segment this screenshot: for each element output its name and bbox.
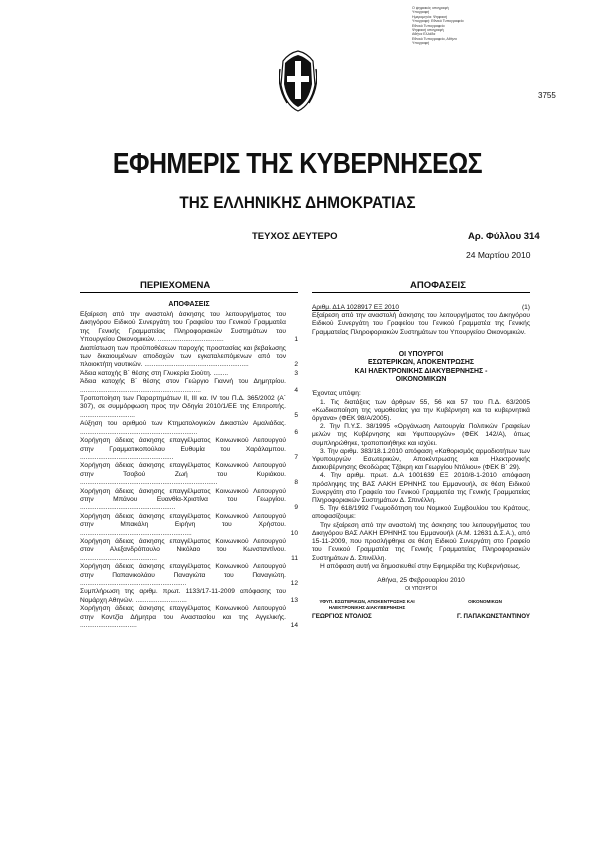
signature-name-right: Γ. ΠΑΠΑΚΩΝΣΤΑΝΤΙΝΟΥ xyxy=(457,612,530,620)
decision-paragraph: 5. Την 618/1992 Γνωμοδότηση του Νομικού Συμβουλίου του Κράτους, αποφασίζουμε: xyxy=(312,505,530,521)
toc-item-text: Χορήγηση άδειας άσκησης επαγγέλματος Κοινωνικού Λειτουργού στην Κοντζία Δήμητρα του Αναστασίου και της Αγγελικής. ............................... xyxy=(80,605,286,630)
toc-item-page: 1 xyxy=(294,336,298,344)
toc-item-text: Χορήγηση άδειας άσκησης επαγγέλματος Κοινωνικού Λειτουργού στην Γραμματικοπούλου Ευθυμία του Χαράλαμπου. ................................................... xyxy=(80,437,286,461)
toc-item-text: Άδεια κατοχής Β΄ θέσης στον Γεώργιο Γιαννή του Δημητρίου. .................................................................. xyxy=(80,378,286,394)
gazette-subtitle: ΤΗΣ ΕΛΛΗΝΙΚΗΣ ΔΗΜΟΚΡΑΤΙΑΣ xyxy=(179,193,416,212)
toc-item[interactable] xyxy=(80,563,298,588)
toc-item-text: Χορήγηση άδειας άσκησης επαγγέλματος Κοινωνικού Λειτουργού στην Μπακάλη Ειρήνη του Χρήστου. ............................................................. xyxy=(80,512,286,537)
place-date: Αθήνα, 25 Φεβρουαρίου 2010 xyxy=(377,576,465,584)
signature-role-right: ΟΙΚΟΝΟΜΙΚΩΝ xyxy=(468,599,502,605)
decision-paragraph: Την εξαίρεση από την αναστολή της άσκησης του λειτουργήματος του Δικηγόρου ΒΑΣ ΛΑΚΗ ΕΡΗΝΗΣ του Εμμανουήλ (Α.Μ. 12631 Δ.Σ.Α.), από 15-11-2009, που προσλήφθηκε σε θέση Ειδικού Συνεργάτη στο Γραφείο του Γενικού Γραμματέα της Γενικής Γραμματείας Πληροφοριακών Συστημάτων Δ. Σπινέλλη. xyxy=(312,521,530,562)
toc-item-text: Συμπλήρωση της αριθμ. πρωτ. 1133/17-11-2009 απόφασης του Νομάρχη Αθηνών. ............................ xyxy=(80,588,286,604)
ministers-label: ΟΙ ΥΠΟΥΡΓΟΙ xyxy=(405,586,437,593)
stamp-line: Ο ψηφιακός υπογραφή xyxy=(412,6,449,10)
decision-subject: Εξαίρεση από την αναστολή άσκησης του λειτουργήματος του Δικηγόρου Ειδικού Συνεργάτη του Γραφείου του Γενικού Γραμματέα της Γενικής Γραμματείας Πληροφοριακών Συστημάτων του Υπουργείου Οικονομικών. xyxy=(312,312,530,336)
decision-paragraph: 3. Την αριθμ. 383/18.1.2010 απόφαση «Καθορισμός αρμοδιοτήτων των Υφυπουργών Εσωτερικών, Αποκέντρωσης και Ηλεκτρονικής Διακυβέρνησης Θεοδώρας Τζάκρη και Γεωργίου Ντόλιου» (ΦΕΚ Β΄ 29). xyxy=(312,447,530,472)
stamp-line: Υπογραφή: Εθνικό Τυπογραφείο xyxy=(412,19,464,24)
signature-roles xyxy=(312,599,530,610)
decisions-title: ΑΠΟΦΑΣΕΙΣ xyxy=(410,280,466,291)
toc-item-page: 5 xyxy=(294,411,298,419)
sheet-number: Αρ. Φύλλου 314 xyxy=(468,231,540,242)
ministry-line: ΟΙΚΟΝΟΜΙΚΩΝ xyxy=(395,376,447,384)
page-number: 3755 xyxy=(538,91,556,100)
greek-coat-of-arms-icon xyxy=(279,47,317,113)
toc-item-page: 13 xyxy=(290,596,298,604)
toc-item-page: 9 xyxy=(294,504,298,512)
toc-item-page: 2 xyxy=(294,361,298,369)
toc-item[interactable] xyxy=(80,588,298,605)
toc-item-page: 7 xyxy=(294,453,298,461)
toc-item[interactable] xyxy=(80,437,298,462)
toc-item-page: 3 xyxy=(294,369,298,377)
decision-paragraph: 1. Τις διατάξεις των άρθρων 55, 56 και 57 του Π.Δ. 63/2005 «Κωδικοποίηση της νομοθεσίας για την Κυβέρνηση και τα κυβερνητικά όργανα» (ΦΕΚ 98/Α/2005). xyxy=(312,398,530,423)
toc-item[interactable] xyxy=(80,370,298,378)
stamp-line: Υπογραφή xyxy=(412,41,430,46)
stamp-line: Υπογραφή xyxy=(412,10,430,15)
signature-names xyxy=(312,613,530,621)
toc-item-text: Χορήγηση άδειας άσκησης επαγγέλματος Κοινωνικού Λειτουργού στην Τσοβού Ζωή του Κυριάκου. ........................................................................... xyxy=(80,462,286,487)
toc-title: ΠΕΡΙΕΧΟΜΕΝΑ xyxy=(140,280,211,291)
toc-item[interactable] xyxy=(80,538,298,563)
ministry-line: ΟΙ ΥΠΟΥΡΓΟΙ xyxy=(398,350,444,358)
toc-item-page: 6 xyxy=(294,428,298,436)
toc-item-page: 14 xyxy=(290,622,298,630)
decision-paragraph: 2. Την Π.Υ.Σ. 38/1995 «Οργάνωση Λειτουργία Πολιτικών Γραφείων μελών της Κυβέρνησης και Υφυπουργών» (ΦΕΚ 142/Α), όπως συμπληρώθηκε, τροποποιήθηκε και ισχύει. xyxy=(312,423,530,447)
toc-item[interactable] xyxy=(80,395,298,420)
toc-subtitle: ΑΠΟΦΑΣΕΙΣ xyxy=(168,301,210,308)
ministry-heading xyxy=(312,351,530,385)
toc-item-page: 10 xyxy=(290,529,298,537)
stamp-line: Αθήνα Ελλάδα xyxy=(412,32,436,37)
ministry-line: ΕΣΩΤΕΡΙΚΩΝ, ΑΠΟΚΕΝΤΡΩΣΗΣ xyxy=(367,359,475,367)
decision-number: (1) xyxy=(521,304,530,311)
decision-paragraph: Η απόφαση αυτή να δημοσιευθεί στην Εφημερίδα της Κυβερνήσεως. xyxy=(320,562,521,570)
table-of-contents xyxy=(80,311,298,630)
toc-item[interactable] xyxy=(80,345,298,370)
toc-item-page: 12 xyxy=(290,580,298,587)
stamp-line: Ημερομηνία: Ψηφιακή xyxy=(412,14,448,19)
stamp-line: Εθνικό Τυπογραφείο xyxy=(412,23,445,28)
decision-intro: Έχοντας υπόψη: xyxy=(312,390,361,398)
toc-item[interactable] xyxy=(80,488,298,513)
divider xyxy=(80,292,298,293)
signature-name-left: ΓΕΩΡΓΙΟΣ ΝΤΟΛΙΟΣ xyxy=(312,612,372,620)
digital-signature-stamp xyxy=(412,6,512,46)
decision-body xyxy=(312,304,530,621)
toc-item-page: 8 xyxy=(294,479,298,487)
divider xyxy=(312,292,530,293)
toc-item[interactable] xyxy=(80,378,298,395)
toc-item-text: Εξαίρεση από την αναστολή άσκησης του λειτουργήματος του Δικηγόρου Ειδικού Συνεργάτη του Γραφείου του Γενικού Γραμματέα της Γενικής Γραμματείας Πληροφοριακών Συστημάτων του Υπουργείου Οικονομικών. .................................... xyxy=(80,311,286,344)
gazette-title: ΕΦΗΜΕΡΙΣ ΤΗΣ ΚΥΒΕΡΝΗΣΕΩΣ xyxy=(112,148,483,180)
toc-item-text: Χορήγηση άδειας άσκησης επαγγέλματος Κοινωνικού Λειτουργού στην Μπάνου Ευανθία-Χριστίνα του Γεωργίου. .................................................... xyxy=(80,487,286,512)
toc-item[interactable] xyxy=(80,605,298,630)
toc-item-text: Τροποποίηση των Παραρτημάτων ΙΙ, ΙΙΙ κα. IV του Π.Δ. 365/2002 (Α΄ 307), σε συμμόρφωση προς την Οδηγία 2010/1/ΕΕ της Επιτροπής. .............................. xyxy=(80,395,286,419)
toc-item-text: Αύξηση του αριθμού των Κτηματολογικών Δικαστών Αμαλιάδας. ................................................................ xyxy=(80,420,286,436)
toc-item-page: 4 xyxy=(294,386,298,394)
toc-item[interactable] xyxy=(80,420,298,437)
toc-item[interactable] xyxy=(80,462,298,487)
toc-item-text: Διαπίστωση των προϋποθέσεων παροχής προστασίας και βεβαίωσης των δικαιουμένων αποδοχών των εγκαταλειπόμενων από τον πλοιοκτήτη ναυτικών. ......................................................... xyxy=(80,344,286,369)
toc-item-page: 11 xyxy=(291,554,298,562)
signature-role-left: ΥΦΥΠ. ΕΣΩΤΕΡΙΚΩΝ, ΑΠΟΚΕΝΤΡΩΣΗΣ ΚΑΙ ΗΛΕΚΤΡΟΝΙΚΗΣ ΔΙΑΚΥΒΕΡΝΗΣΗΣ xyxy=(319,599,415,610)
stamp-line: Ψηφιακή υπογραφή xyxy=(412,28,444,33)
toc-item-text: Άδεια κατοχής Β΄ θέσης στη Γλυκερία Σιούτη. ........ xyxy=(80,369,229,377)
toc-item[interactable] xyxy=(80,513,298,538)
issue-label: ΤΕΥΧΟΣ ΔΕΥΤΕΡΟ xyxy=(252,231,338,242)
toc-item[interactable] xyxy=(80,311,298,345)
toc-item-text: Χορήγηση άδειας άσκησης επαγγέλματος Κοινωνικού Λειτουργού στην Παπανικολάου Παναγιώτα του Παναγιώτη. .......................................................... xyxy=(80,563,286,587)
decision-paragraph: 4. Την αριθμ. πρωτ. Δ.Α 1001639 ΕΞ 2010/8-1-2010 απόφαση πρόσληψης της ΒΑΣ ΛΑΚΗ ΕΡΗΝΗΣ του Εμμανουήλ, σε θέση Ειδικού Συνεργάτη στο Γραφείο του Γενικού Γραμματέα της Γενικής Γραμματείας Πληροφοριακών Συστημάτων Δ. Σπινέλλη. xyxy=(312,472,530,505)
decision-reference-row xyxy=(312,304,530,312)
ministry-line: ΚΑΙ ΗΛΕΚΤΡΟΝΙΚΗΣ ΔΙΑΚΥΒΕΡΝΗΣΗΣ - xyxy=(354,367,488,375)
toc-item-text: Χορήγηση άδειας άσκησης επαγγέλματος Κοινωνικού Λειτουργού στον Αλεξανδρόπουλο Νικόλαο του Κωνσταντίνου. .......................................... xyxy=(80,537,286,562)
decision-reference: Αριθμ. Δ1Α 1028917 ΕΞ 2010 xyxy=(312,304,400,311)
stamp-line: Εθνικό Τυπογραφείο, Αθήνα xyxy=(412,36,457,41)
issue-date: 24 Μαρτίου 2010 xyxy=(466,250,531,260)
